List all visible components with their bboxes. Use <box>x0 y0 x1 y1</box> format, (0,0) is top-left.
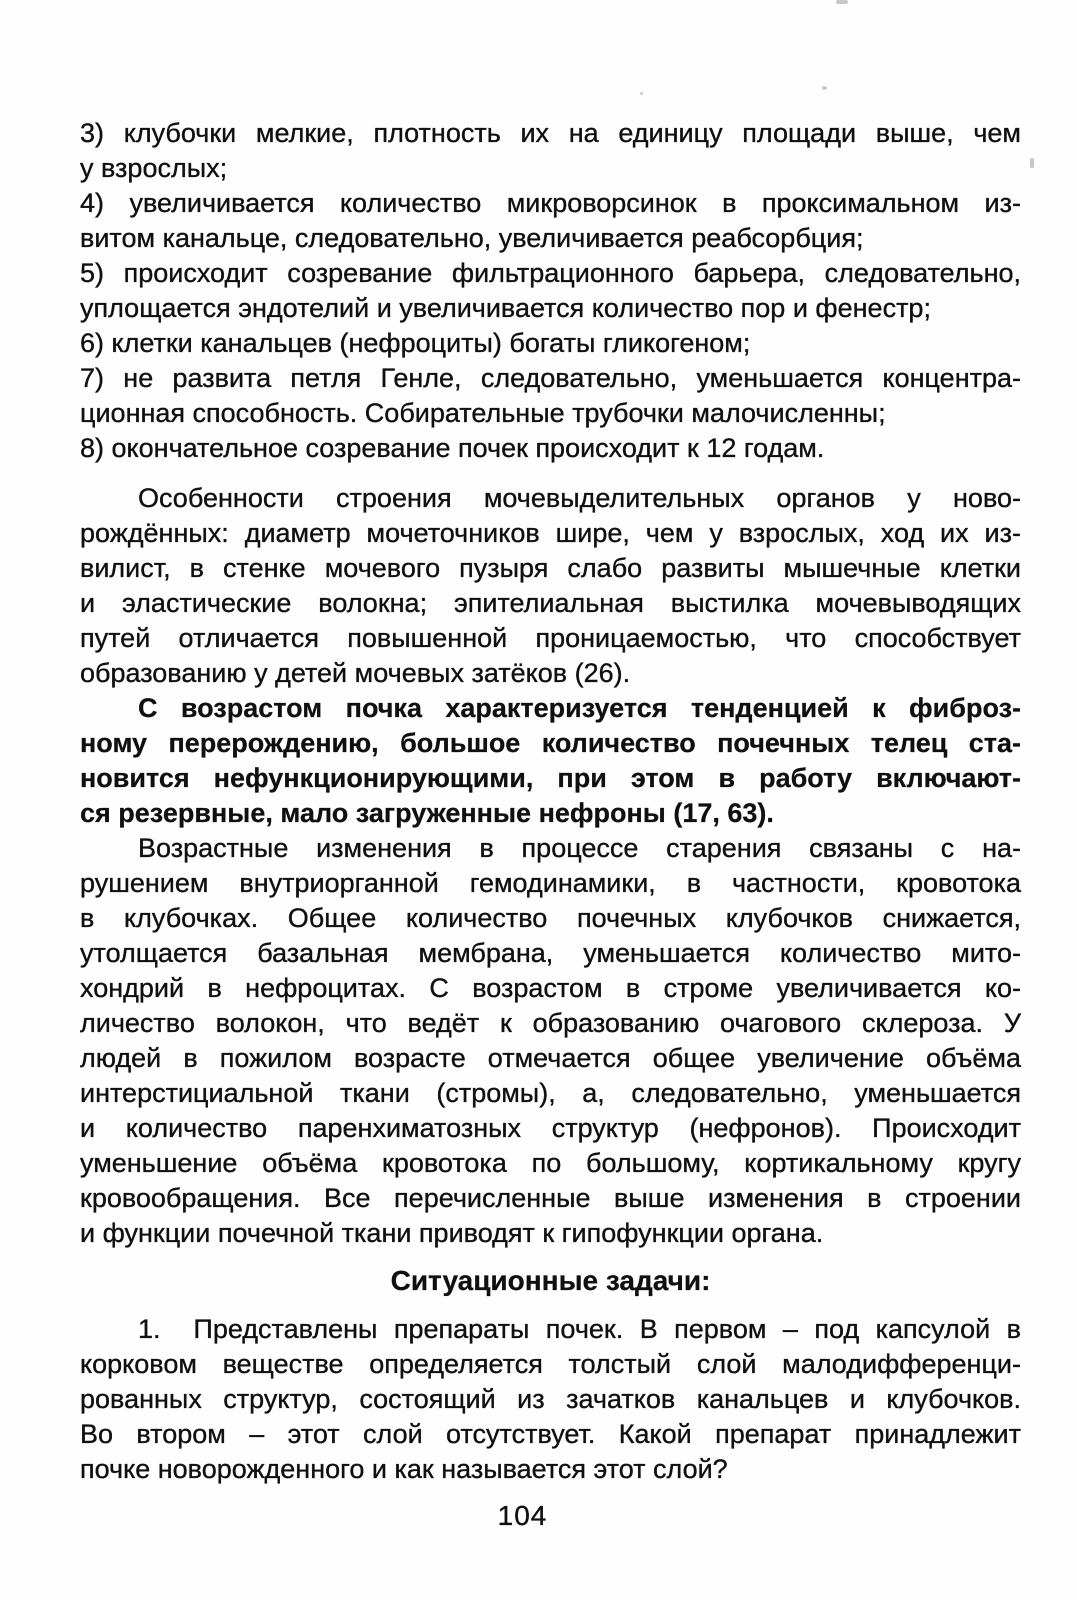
scan-speckle <box>640 92 643 95</box>
text-line: людей в пожилом возрасте отмечается общее увеличение объёма <box>80 1043 1021 1073</box>
scan-speckle <box>836 0 848 4</box>
text-line: 1. Представлены препараты почек. В первом – под капсулой в <box>138 1314 1021 1344</box>
text-line: рушением внутриорганной гемодинамики, в частности, кровотока <box>80 868 1021 898</box>
numbered-list-kidney-features <box>80 116 1021 466</box>
text-line: утолщается базальная мембрана, уменьшается количество мито- <box>80 938 1021 968</box>
text-line: рованных структур, состоящий из зачатков канальцев и клубочков. <box>80 1384 1021 1414</box>
text-line: образованию у детей мочевых затёков (26). <box>80 658 631 688</box>
scan-speckle <box>1030 158 1034 168</box>
text-line: и эластические волокна; эпителиальная выстилка мочевыводящих <box>80 588 1021 618</box>
text-line: 5) происходит созревание фильтрационного барьера, следовательно, <box>80 258 1021 288</box>
para-task-1 <box>80 1312 1021 1487</box>
scan-speckle <box>822 86 827 90</box>
text-line: Возрастные изменения в процессе старения связаны с на- <box>138 833 1021 863</box>
text-block <box>80 116 1021 1487</box>
text-line: С возрастом почка характеризуется тенденцией к фиброз- <box>138 693 1021 723</box>
text-line: 8) окончательное созревание почек происходит к 12 годам. <box>80 433 825 463</box>
text-line: рождённых: диаметр мочеточников шире, чем у взрослых, ход их из- <box>80 518 1021 548</box>
text-line: 4) увеличивается количество микроворсинок в проксимальном из- <box>80 188 1021 218</box>
text-line: личество волокон, что ведёт к образованию очагового склероза. У <box>80 1008 1021 1038</box>
text-line: путей отличается повышенной проницаемостью, что способствует <box>80 623 1021 653</box>
text-line: хондрий в нефроцитах. С возрастом в строме увеличивается ко- <box>80 973 1021 1003</box>
text-line: и количество паренхиматозных структур (нефронов). Происходит <box>80 1113 1021 1143</box>
text-line: Особенности строения мочевыделительных органов у ново- <box>138 483 1021 513</box>
text-line: ся резервные, мало загруженные нефроны (17, 63). <box>80 798 774 828</box>
para-aging-changes <box>80 831 1021 1251</box>
text-line: витом канальце, следовательно, увеличивается реабсорбция; <box>80 223 864 253</box>
page-number: 104 <box>497 1500 548 1531</box>
text-line: и функции почечной ткани приводят к гипофункции органа. <box>80 1218 824 1248</box>
para-age-fibrosis-bold <box>80 691 1021 831</box>
text-line: у взрослых; <box>80 153 228 183</box>
text-line: ционная способность. Собирательные трубочки малочисленны; <box>80 398 886 428</box>
text-line: ному перерождению, большое количество почечных телец ста- <box>80 728 1021 758</box>
text-line: 6) клетки канальцев (нефроциты) богаты гликогеном; <box>80 328 751 358</box>
text-line: Во втором – этот слой отсутствует. Какой препарат принадлежит <box>80 1419 1021 1449</box>
text-line: кровообращения. Все перечисленные выше изменения в строении <box>80 1183 1021 1213</box>
text-line: почке новорожденного и как называется этот слой? <box>80 1454 728 1484</box>
text-line: уменьшение объёма кровотока по большому, кортикальному кругу <box>80 1148 1021 1178</box>
text-line: вилист, в стенке мочевого пузыря слабо развиты мышечные клетки <box>80 553 1021 583</box>
para-urinary-organs-newborns <box>80 481 1021 691</box>
text-line: 7) не развита петля Генле, следовательно, уменьшается концентра- <box>80 363 1021 393</box>
text-line: интерстициальной ткани (стромы), а, следовательно, уменьшается <box>80 1078 1021 1108</box>
heading-situational-tasks: Ситуационные задачи: <box>390 1265 711 1296</box>
text-line: уплощается эндотелий и увеличивается количество пор и фенестр; <box>80 293 931 323</box>
text-line: 3) клубочки мелкие, плотность их на единицу площади выше, чем <box>80 118 1021 148</box>
text-line: в клубочках. Общее количество почечных клубочков снижается, <box>80 903 1021 933</box>
text-line: новится нефункционирующими, при этом в работу включают- <box>80 763 1021 793</box>
text-line: корковом веществе определяется толстый слой малодифференци- <box>80 1349 1021 1379</box>
